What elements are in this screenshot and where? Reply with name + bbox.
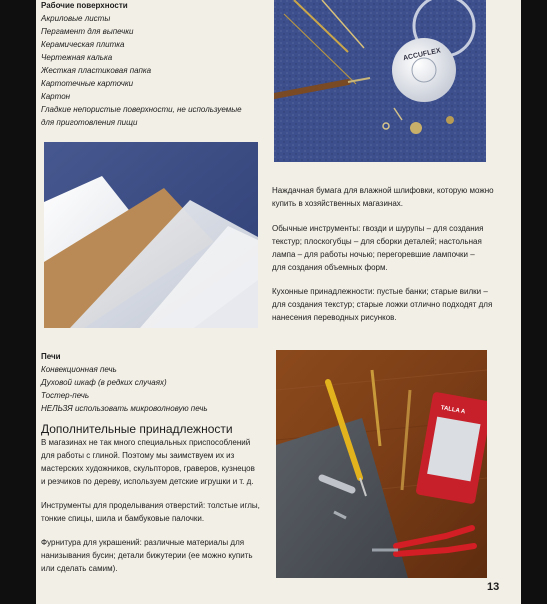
text-line: лампа – для работы ночью; перегоревшие лампочки – xyxy=(272,250,475,259)
tools-on-wood-photo xyxy=(276,350,487,578)
list-item: Гладкие непористые поверхности, не используемые xyxy=(41,105,242,114)
text-line: для создания объемных форм. xyxy=(272,263,388,272)
text-line: Кухонные принадлежности: пустые банки; старые вилки – xyxy=(272,287,488,296)
accessories-paragraph-2 xyxy=(41,499,276,525)
list-item: Картотечные карточки xyxy=(41,79,134,88)
spool-label: ACCUFLEX xyxy=(402,47,442,63)
list-item: Духовой шкаф (в редких случаях) xyxy=(41,378,167,387)
sandpaper-paragraph xyxy=(272,184,512,210)
text-line: мастерских художников, скульпторов, граверов, кузнецов xyxy=(41,464,255,473)
work-surfaces-title: Рабочие поверхности xyxy=(41,1,128,10)
text-line: или сделать самим). xyxy=(41,564,118,573)
ovens-list xyxy=(41,350,271,415)
text-line: нанесения переводных рисунков. xyxy=(272,313,397,322)
list-item: Акриловые листы xyxy=(41,14,111,23)
list-item: Керамическая плитка xyxy=(41,40,125,49)
kitchen-paragraph xyxy=(272,285,512,324)
text-line: Обычные инструменты: гвозди и шурупы – для создания xyxy=(272,224,484,233)
text-line: нанизывания бусин; детали бижутерии (ее можно купить xyxy=(41,551,253,560)
text-line: тонкие спицы, шила и бамбуковые палочки. xyxy=(41,514,205,523)
list-item: Конвекционная печь xyxy=(41,365,117,374)
text-line: Фурнитура для украшений: различные материалы для xyxy=(41,538,245,547)
text-line: Наждачная бумага для влажной шлифовки, которую можно xyxy=(272,186,494,195)
tools-jewelry-photo xyxy=(274,0,486,162)
accessories-paragraph-3 xyxy=(41,536,276,575)
list-item: Тостер-печь xyxy=(41,391,90,400)
accessories-heading: Дополнительные принадлежности xyxy=(41,422,233,436)
page-number: 13 xyxy=(487,581,500,593)
text-line: В магазинах не так много специальных приспособлений xyxy=(41,438,251,447)
book-page xyxy=(36,0,521,604)
list-item: Пергамент для выпечки xyxy=(41,27,134,36)
text-line: для создания текстур; старые ложки отлично подходят для xyxy=(272,300,493,309)
package-label: TALLA A xyxy=(440,405,466,416)
text-line: Инструменты для проделывания отверстий: толстые иглы, xyxy=(41,501,260,510)
accessories-paragraph-1 xyxy=(41,436,276,488)
text-line: и резчиков по дереву, используем детские игрушки и т. д. xyxy=(41,477,254,486)
text-line: текстур; плоскогубцы – для сборки деталей; настольная xyxy=(272,237,482,246)
work-surfaces-list xyxy=(41,0,271,129)
ovens-title: Печи xyxy=(41,352,61,361)
common-tools-paragraph xyxy=(272,222,512,274)
work-surfaces-photo xyxy=(44,142,258,328)
text-line: купить в хозяйственных магазинах. xyxy=(272,199,404,208)
list-item: Чертежная калька xyxy=(41,53,113,62)
list-item: для приготовления пищи xyxy=(41,118,138,127)
list-item: НЕЛЬЗЯ использовать микроволновую печь xyxy=(41,404,208,413)
list-item: Жесткая пластиковая папка xyxy=(41,66,152,75)
text-line: для работы с глиной. Поэтому мы заимствуем их из xyxy=(41,451,235,460)
list-item: Картон xyxy=(41,92,71,101)
